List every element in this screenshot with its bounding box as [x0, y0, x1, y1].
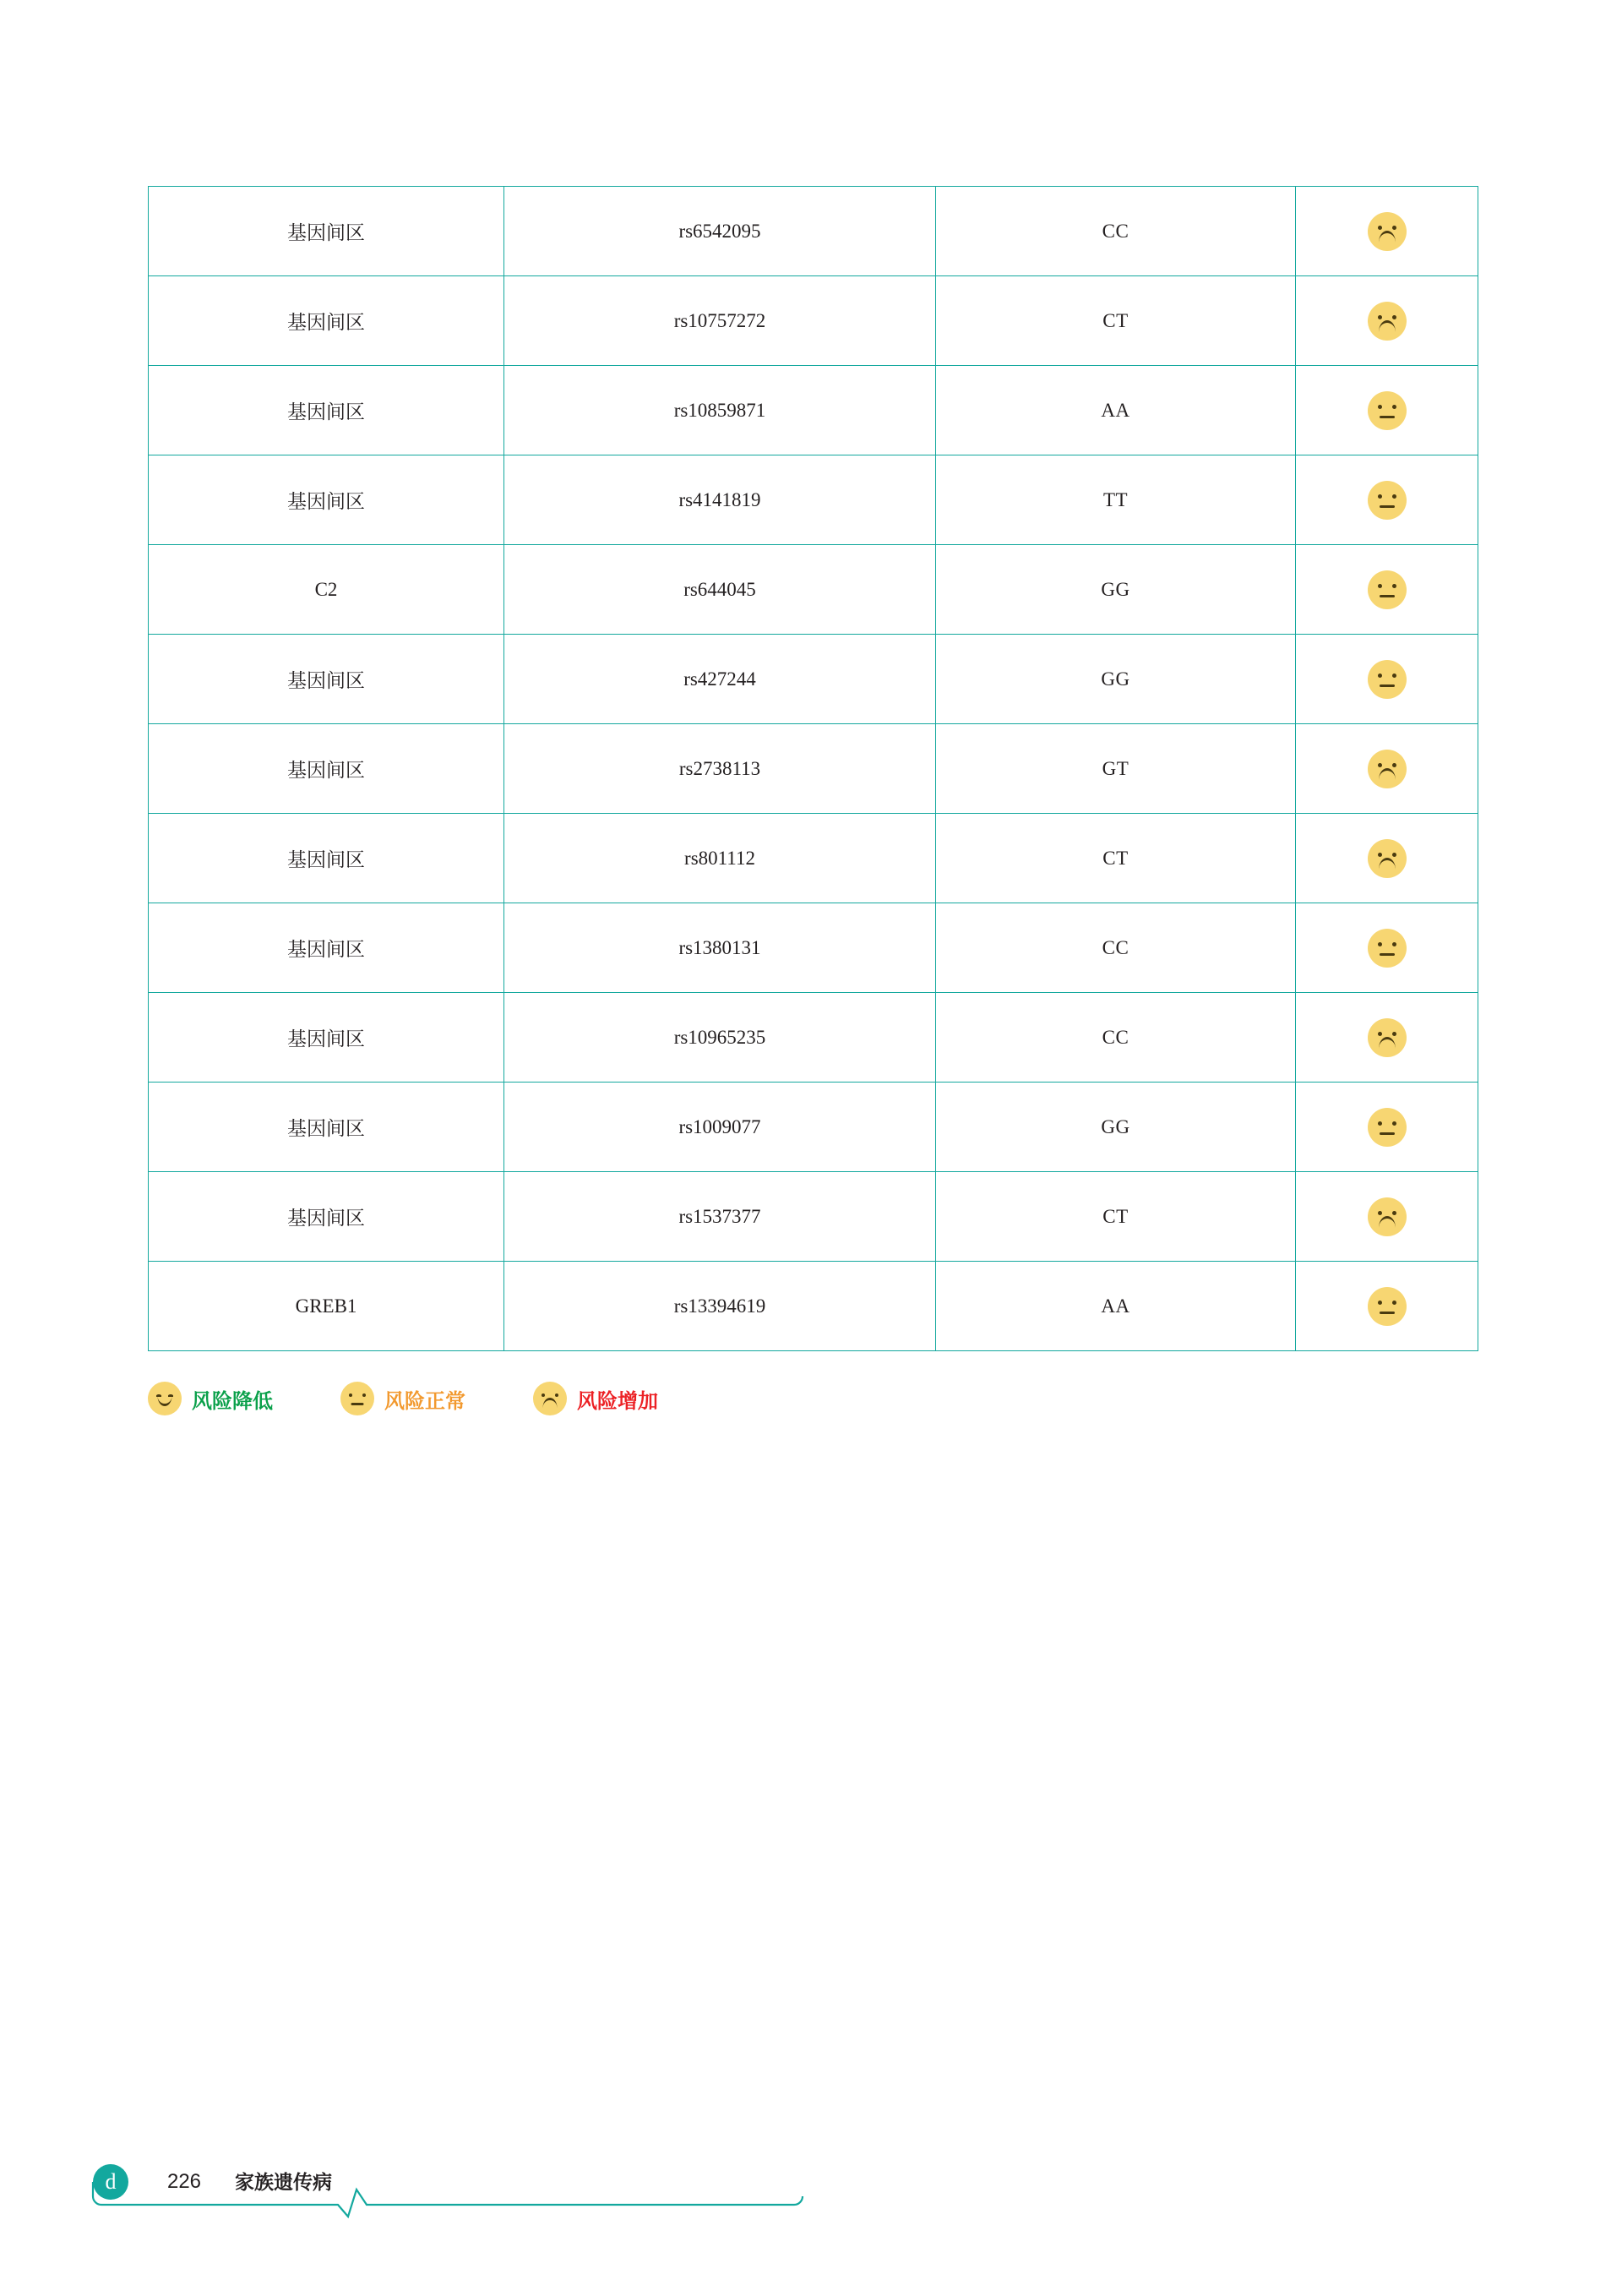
table-row	[149, 545, 1478, 635]
cell-snp-id: rs10965235	[504, 993, 936, 1083]
neutral-face-icon	[340, 1382, 374, 1415]
cell-risk	[1296, 635, 1478, 724]
table-row	[149, 276, 1478, 366]
cell-risk	[1296, 1172, 1478, 1262]
table-row	[149, 724, 1478, 814]
sad-face-icon	[1368, 839, 1407, 878]
cell-risk	[1296, 455, 1478, 545]
sad-face-icon	[533, 1382, 567, 1415]
cell-snp-id: rs427244	[504, 635, 936, 724]
cell-gene: 基因间区	[149, 1172, 504, 1262]
cell-snp-id: rs1009077	[504, 1083, 936, 1172]
cell-risk	[1296, 814, 1478, 903]
table-row	[149, 1172, 1478, 1262]
neutral-face-icon	[1368, 570, 1407, 609]
face-mouth	[1380, 1312, 1395, 1314]
face-mouth	[1380, 416, 1395, 418]
cell-genotype: AA	[936, 1262, 1296, 1351]
cell-snp-id: rs644045	[504, 545, 936, 635]
legend-label: 风险降低	[192, 1389, 273, 1413]
sad-face-icon	[1368, 750, 1407, 788]
sad-face-icon	[1368, 1197, 1407, 1236]
chapter-title: 家族遗传病	[235, 2171, 332, 2193]
neutral-face-icon	[1368, 1287, 1407, 1326]
face-mouth	[1379, 768, 1396, 780]
sad-face-icon	[1368, 212, 1407, 251]
sad-face-icon	[1368, 302, 1407, 341]
cell-gene: 基因间区	[149, 455, 504, 545]
table-body	[149, 187, 1478, 1351]
legend-item	[533, 1382, 658, 1415]
cell-gene: 基因间区	[149, 187, 504, 276]
table-row	[149, 1083, 1478, 1172]
cell-gene: 基因间区	[149, 724, 504, 814]
page-number: 226	[166, 2170, 202, 2193]
cell-snp-id: rs2738113	[504, 724, 936, 814]
table-row	[149, 187, 1478, 276]
face-mouth	[351, 1403, 364, 1405]
face-mouth	[1379, 231, 1396, 243]
legend-label: 风险正常	[384, 1389, 465, 1413]
cell-genotype: GG	[936, 1083, 1296, 1172]
face-mouth	[1380, 595, 1395, 597]
table-row	[149, 366, 1478, 455]
cell-snp-id: rs6542095	[504, 187, 936, 276]
face-mouth	[1380, 1132, 1395, 1135]
sad-face-icon	[1368, 1018, 1407, 1057]
cell-gene: GREB1	[149, 1262, 504, 1351]
cell-genotype: CC	[936, 187, 1296, 276]
neutral-face-icon	[1368, 1108, 1407, 1147]
table-row	[149, 903, 1478, 993]
cell-snp-id: rs13394619	[504, 1262, 936, 1351]
cell-genotype: CT	[936, 1172, 1296, 1262]
cell-snp-id: rs801112	[504, 814, 936, 903]
cell-risk	[1296, 187, 1478, 276]
legend-item	[148, 1382, 273, 1415]
happy-face-icon	[148, 1382, 182, 1415]
cell-gene: 基因间区	[149, 993, 504, 1083]
cell-snp-id: rs1380131	[504, 903, 936, 993]
face-mouth	[1379, 320, 1396, 332]
cell-snp-id: rs10859871	[504, 366, 936, 455]
cell-risk	[1296, 1083, 1478, 1172]
cell-risk	[1296, 903, 1478, 993]
table-row	[149, 993, 1478, 1083]
cell-genotype: GT	[936, 724, 1296, 814]
table-row	[149, 635, 1478, 724]
face-mouth	[1379, 1037, 1396, 1049]
cell-snp-id: rs4141819	[504, 455, 936, 545]
cell-risk	[1296, 724, 1478, 814]
cell-risk	[1296, 545, 1478, 635]
face-mouth	[158, 1396, 172, 1406]
cell-genotype: CC	[936, 903, 1296, 993]
table-row	[149, 814, 1478, 903]
cell-genotype: CT	[936, 276, 1296, 366]
cell-genotype: GG	[936, 545, 1296, 635]
cell-risk	[1296, 1262, 1478, 1351]
legend-label: 风险增加	[577, 1389, 658, 1413]
cell-gene: 基因间区	[149, 366, 504, 455]
cell-snp-id: rs10757272	[504, 276, 936, 366]
face-mouth	[1380, 953, 1395, 956]
genotype-table-container	[148, 186, 1474, 1351]
face-mouth	[1380, 505, 1395, 508]
cell-gene: C2	[149, 545, 504, 635]
risk-legend	[148, 1382, 658, 1415]
face-mouth	[1380, 684, 1395, 687]
face-mouth	[1379, 1216, 1396, 1228]
table-row	[149, 455, 1478, 545]
footer-letter-badge: d	[93, 2164, 128, 2200]
cell-gene: 基因间区	[149, 903, 504, 993]
table-row	[149, 1262, 1478, 1351]
cell-genotype: TT	[936, 455, 1296, 545]
neutral-face-icon	[1368, 391, 1407, 430]
neutral-face-icon	[1368, 481, 1407, 520]
cell-genotype: CT	[936, 814, 1296, 903]
neutral-face-icon	[1368, 929, 1407, 968]
cell-genotype: CC	[936, 993, 1296, 1083]
face-mouth	[1379, 858, 1396, 870]
cell-gene: 基因间区	[149, 276, 504, 366]
face-mouth	[543, 1398, 558, 1408]
cell-risk	[1296, 993, 1478, 1083]
page-footer	[84, 2156, 1538, 2223]
cell-genotype: AA	[936, 366, 1296, 455]
genotype-table	[148, 186, 1478, 1351]
cell-risk	[1296, 276, 1478, 366]
cell-risk	[1296, 366, 1478, 455]
cell-snp-id: rs1537377	[504, 1172, 936, 1262]
cell-gene: 基因间区	[149, 814, 504, 903]
legend-item	[340, 1382, 465, 1415]
cell-gene: 基因间区	[149, 1083, 504, 1172]
cell-gene: 基因间区	[149, 635, 504, 724]
cell-genotype: GG	[936, 635, 1296, 724]
neutral-face-icon	[1368, 660, 1407, 699]
